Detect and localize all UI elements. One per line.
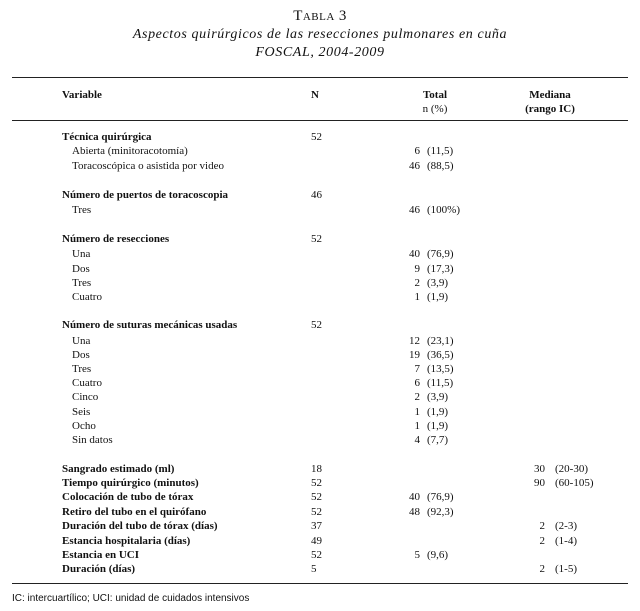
total-percent: (92,3)	[427, 506, 454, 518]
category-label: Abierta (minitoracotomía)	[72, 145, 188, 157]
total-count: 2	[414, 391, 420, 403]
variable-label: Duración (días)	[62, 563, 136, 575]
total-count: 19	[409, 349, 420, 361]
table-row	[0, 232, 640, 246]
header-variable: Variable	[62, 89, 102, 101]
total-percent: (3,9)	[427, 391, 449, 403]
header-mediana: Mediana	[529, 89, 571, 101]
total-count: 9	[414, 263, 420, 275]
total-count: 48	[409, 506, 420, 518]
total-count: 1	[414, 420, 420, 432]
variable-label: Colocación de tubo de tórax	[62, 491, 194, 503]
median-value: 2	[539, 563, 545, 575]
iqr-range: (60-105)	[555, 477, 594, 489]
total-percent: (88,5)	[427, 160, 454, 172]
variable-label: Tiempo quirúrgico (minutos)	[62, 477, 199, 489]
total-percent: (11,5)	[427, 145, 454, 157]
table-title-initial: T	[293, 8, 303, 24]
total-percent: (3,9)	[427, 277, 449, 289]
category-label: Una	[72, 335, 91, 347]
table-row	[0, 159, 640, 173]
table-row	[0, 562, 640, 576]
total-count: 5	[414, 549, 420, 561]
variable-label: Duración del tubo de tórax (días)	[62, 520, 218, 532]
total-count: 46	[409, 160, 420, 172]
category-label: Cinco	[72, 391, 99, 403]
table-row	[0, 144, 640, 158]
table-row	[0, 362, 640, 376]
table-row	[0, 476, 640, 490]
table-row	[0, 519, 640, 533]
bottom-rule	[12, 583, 628, 584]
variable-label: Estancia hospitalaria (días)	[62, 535, 191, 547]
table-number: 3	[338, 8, 347, 24]
table-row	[0, 188, 640, 202]
total-count: 7	[414, 363, 420, 375]
total-percent: (17,3)	[427, 263, 454, 275]
n-value: 52	[311, 491, 322, 503]
category-label: Una	[72, 248, 91, 260]
total-count: 6	[414, 145, 420, 157]
category-label: Cuatro	[72, 291, 102, 303]
n-value: 52	[311, 549, 322, 561]
total-count: 46	[409, 204, 420, 216]
header-rule	[12, 120, 628, 121]
table-row	[0, 462, 640, 476]
median-value: 90	[534, 477, 545, 489]
n-value: 52	[311, 506, 322, 518]
category-label: Dos	[72, 263, 90, 275]
n-value: 52	[311, 131, 322, 143]
table-row	[0, 247, 640, 261]
table-row	[0, 203, 640, 217]
total-count: 1	[414, 291, 420, 303]
table-row	[0, 490, 640, 504]
median-value: 2	[539, 535, 545, 547]
total-percent: (11,5)	[427, 377, 454, 389]
variable-label: Número de resecciones	[62, 233, 170, 245]
header-n: N	[311, 89, 319, 101]
table-subtitle-line-1: Aspectos quirúrgicos de las resecciones pulmonares en cuña	[132, 27, 508, 42]
iqr-range: (1-5)	[555, 563, 577, 575]
category-label: Dos	[72, 349, 90, 361]
total-percent: (1,9)	[427, 420, 449, 432]
median-value: 2	[539, 520, 545, 532]
total-percent: (23,1)	[427, 335, 454, 347]
iqr-range: (2-3)	[555, 520, 577, 532]
n-value: 52	[311, 477, 322, 489]
n-value: 5	[311, 563, 317, 575]
total-percent: (76,9)	[427, 491, 454, 503]
footnote: IC: intercuartílico; UCI: unidad de cuidados intensivos	[12, 593, 250, 604]
header-total-sub: n (%)	[422, 103, 448, 115]
variable-label: Retiro del tubo en el quirófano	[62, 506, 207, 518]
variable-label: Sangrado estimado (ml)	[62, 463, 175, 475]
category-label: Tres	[72, 277, 92, 289]
total-count: 6	[414, 377, 420, 389]
table-title-rest: ABLA	[302, 11, 335, 23]
table-row	[0, 419, 640, 433]
table-row	[0, 505, 640, 519]
total-percent: (100%)	[427, 204, 460, 216]
total-count: 12	[409, 335, 420, 347]
category-label: Cuatro	[72, 377, 102, 389]
n-value: 52	[311, 233, 322, 245]
category-label: Tres	[72, 204, 92, 216]
total-count: 1	[414, 406, 420, 418]
total-count: 2	[414, 277, 420, 289]
category-label: Ocho	[72, 420, 96, 432]
total-count: 40	[409, 248, 420, 260]
variable-label: Estancia en UCI	[62, 549, 140, 561]
table-row	[0, 318, 640, 332]
n-value: 18	[311, 463, 322, 475]
table-title	[0, 8, 640, 25]
n-value: 52	[311, 319, 322, 331]
category-label: Tres	[72, 363, 92, 375]
table-row	[0, 290, 640, 304]
total-count: 4	[414, 434, 420, 446]
table-row	[0, 334, 640, 348]
header-total: Total	[422, 89, 448, 101]
table-row	[0, 548, 640, 562]
iqr-range: (1-4)	[555, 535, 577, 547]
table-subtitle-line-2: FOSCAL, 2004-2009	[255, 45, 385, 60]
total-percent: (9,6)	[427, 549, 449, 561]
n-value: 37	[311, 520, 322, 532]
median-value: 30	[534, 463, 545, 475]
table-row	[0, 390, 640, 404]
variable-label: Técnica quirúrgica	[62, 131, 152, 143]
total-percent: (1,9)	[427, 291, 449, 303]
category-label: Seis	[72, 406, 91, 418]
table-row	[0, 534, 640, 548]
table-row	[0, 276, 640, 290]
n-value: 49	[311, 535, 322, 547]
header-mediana-sub: (rango IC)	[525, 103, 575, 115]
total-percent: (7,7)	[427, 434, 449, 446]
variable-label: Número de puertos de toracoscopia	[62, 189, 228, 201]
n-value: 46	[311, 189, 322, 201]
category-label: Toracoscópica o asistida por video	[72, 160, 224, 172]
total-count: 40	[409, 491, 420, 503]
table-row	[0, 405, 640, 419]
total-percent: (13,5)	[427, 363, 454, 375]
total-percent: (36,5)	[427, 349, 454, 361]
total-percent: (76,9)	[427, 248, 454, 260]
table-row	[0, 376, 640, 390]
table-row	[0, 348, 640, 362]
iqr-range: (20-30)	[555, 463, 588, 475]
table-row	[0, 130, 640, 144]
table-row	[0, 433, 640, 447]
table-row	[0, 262, 640, 276]
top-rule	[12, 77, 628, 78]
total-percent: (1,9)	[427, 406, 449, 418]
category-label: Sin datos	[72, 434, 113, 446]
variable-label: Número de suturas mecánicas usadas	[62, 319, 238, 331]
